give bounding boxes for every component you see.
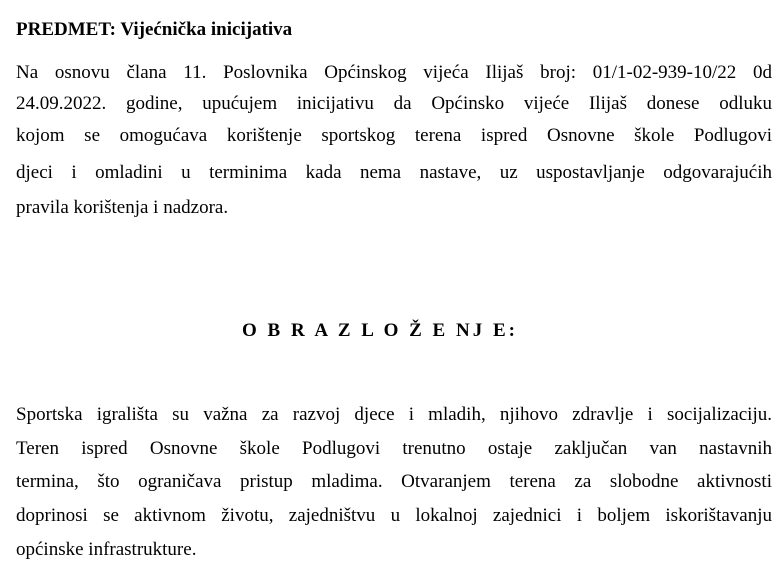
paragraph1-line-5: pravila korištenja i nadzora. — [16, 197, 229, 218]
paragraph1-line-3: kojom se omogućava korištenje sportskog terena ispred Osnovne škole Podlugovi — [16, 125, 772, 146]
paragraph2-line-1: Sportska igrališta su važna za razvoj djece i mladih, njihovo zdravlje i socijalizaciju. — [16, 404, 772, 425]
paragraph1-line-2: 24.09.2022. godine, upućujem inicijativu da Općinsko vijeće Ilijaš donese odluku — [16, 93, 772, 114]
section-heading: O B R A Z L O Ž E NJ E: — [242, 320, 518, 341]
paragraph2-line-2: Teren ispred Osnovne škole Podlugovi trenutno ostaje zaključan van nastavnih — [16, 438, 772, 459]
paragraph2-line-3: termina, što ograničava pristup mladima. Otvaranjem terena za slobodne aktivnosti — [16, 471, 772, 492]
paragraph2-line-4: doprinosi se aktivnom životu, zajedništvu u lokalnoj zajednici i boljem iskorištavanju — [16, 505, 772, 526]
paragraph1-line-4: djeci i omladini u terminima kada nema nastave, uz uspostavljanje odgovarajućih — [16, 162, 772, 183]
subject-line: PREDMET: Vijećnička inicijativa — [16, 19, 293, 40]
paragraph1-line-1: Na osnovu člana 11. Poslovnika Općinskog vijeća Ilijaš broj: 01/1-02-939-10/22 0d — [16, 62, 772, 83]
paragraph2-line-5: općinske infrastrukture. — [16, 539, 197, 560]
